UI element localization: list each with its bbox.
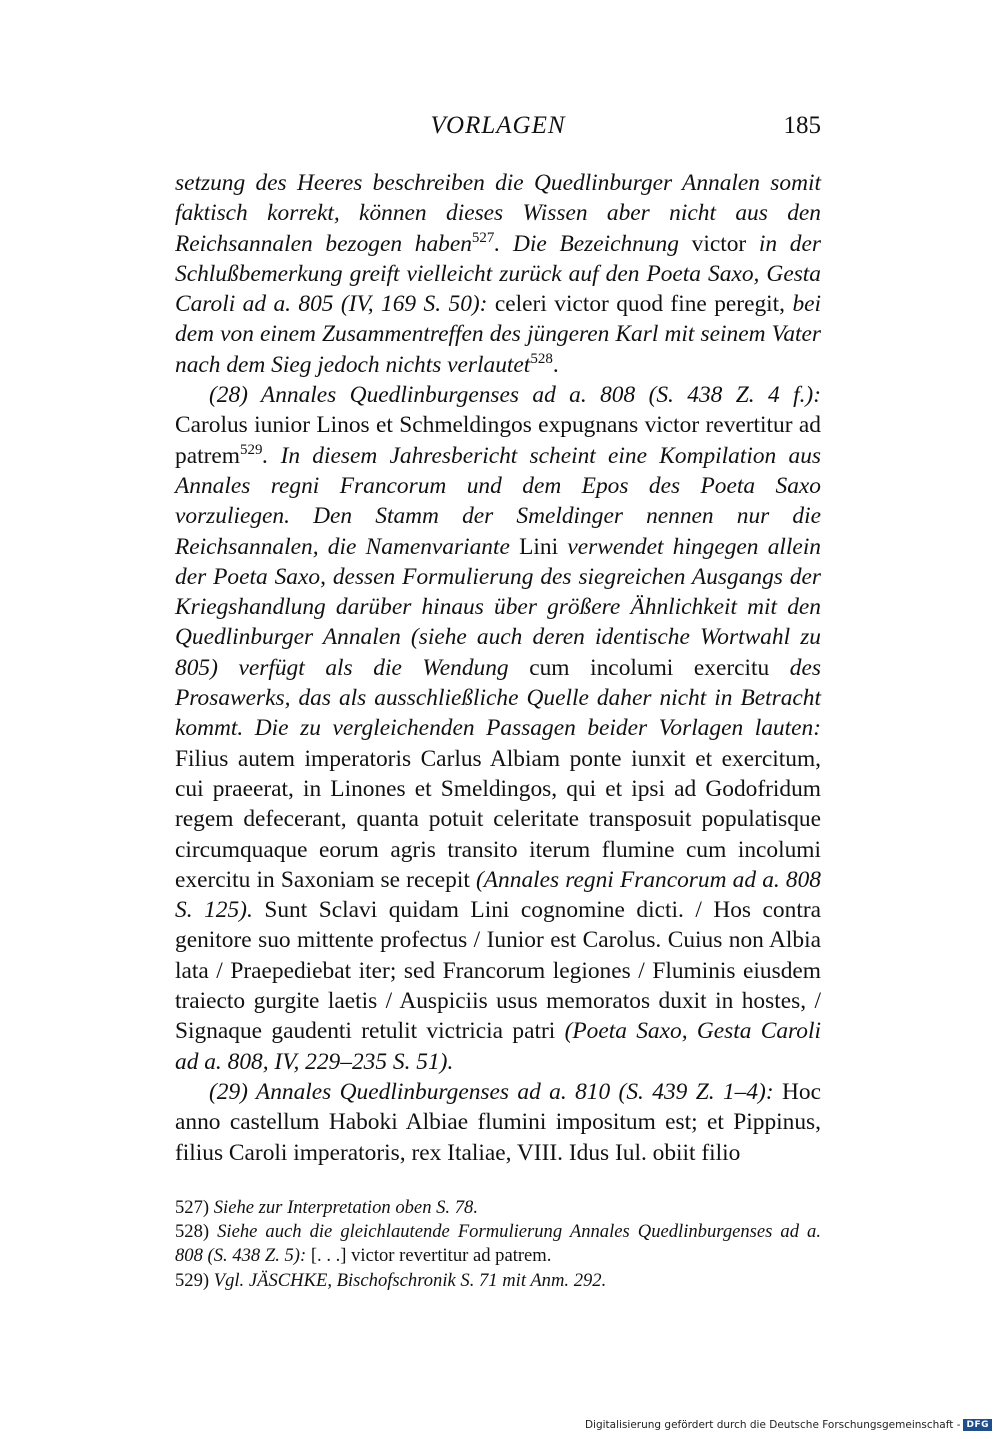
text-run: Filius autem imperatoris Carlus Albiam ponte iunxit et exercitum, cui praeerat, in Linones et Smeldingos, qui et ipsi ad Godofridum regem defecerant, quanta potuit celeritate transposuit populatisque circumquaque eorum agris transito iterum flumine cum incolumi exercitu in Saxoniam se recepit xyxy=(175,745,821,893)
footnote-ref: 529 xyxy=(239,441,263,458)
italic-text: verwendet hingegen allein der Poeta Saxo, dessen Formulierung des siegreichen Ausgangs der Kriegshandlung darüber hinaus über größere Ähnlichkeit mit den Quedlinburger Annalen (siehe auch deren identische Wortwahl zu 805) verfügt als die Wendung xyxy=(175,533,822,681)
text-run: 529) xyxy=(175,1269,214,1291)
text-run: [. . .] victor revertitur ad patrem. xyxy=(306,1245,552,1267)
text-run: Sunt Sclavi quidam Lini cognomine dicti. / Hos contra genitore suo mittente profectus / Iunior est Carolus. Cuius non Albia lata / Praepediebat iter; sed Francorum legiones / Fluminis eiusdem traiecto gurgite laetis / Auspiciis usus memoratos duxit in hostes, / Signaque gaudenti retulit victricia patri xyxy=(175,897,821,1045)
paragraph xyxy=(175,168,821,380)
italic-text: Siehe auch die gleichlautende Formulierung Annales Quedlinburgenses ad a. 808 (S. 438 Z. 5): xyxy=(175,1221,821,1267)
footnote-ref: 527 xyxy=(471,229,495,246)
footnote xyxy=(175,1196,821,1220)
italic-text: in der Schlußbemerkung greift vielleicht zurück auf den Poeta Saxo, Gesta Caroli ad a. 805 (IV, 169 S. 50): xyxy=(175,230,821,318)
italic-text: (Annales regni Francorum ad a. 808 S. 125). xyxy=(175,866,821,924)
text-run: 527) xyxy=(175,1197,214,1218)
text-run: Carolus iunior Linos et Schmeldingos expugnans victor revertitur ad patrem xyxy=(175,412,821,469)
footnote xyxy=(175,1269,821,1293)
running-title: VORLAGEN xyxy=(430,112,566,139)
body-text xyxy=(175,168,821,1168)
text-run: celeri victor quod fine peregit, xyxy=(487,291,793,318)
text-run: Lini xyxy=(519,533,559,560)
text-run: . xyxy=(552,351,559,378)
text-run: Hoc anno castellum Haboki Albiae flumini impositum est; et Pippinus, filius Caroli imperatoris, rex Italiae, VIII. Idus Iul. obiit filio xyxy=(175,1078,821,1166)
italic-text: . In diesem Jahresbericht scheint eine Kompilation aus Annales regni Francorum und dem Epos des Poeta Saxo vorzuliegen. Den Stamm der Smeldinger nennen nur die Reichsannalen, die Namenvariante xyxy=(175,442,821,560)
text-run: cum incolumi exercitu xyxy=(529,654,770,681)
digitization-credit xyxy=(585,1419,992,1431)
dfg-logo-icon: DFG xyxy=(963,1419,992,1431)
italic-text: Vgl. JÄSCHKE, Bischofschronik S. 71 mit Anm. 292. xyxy=(213,1269,607,1291)
paragraph xyxy=(175,380,821,1077)
footnote xyxy=(175,1220,821,1268)
italic-text: (29) Annales Quedlinburgenses ad a. 810 (S. 439 Z. 1–4): xyxy=(209,1078,774,1105)
italic-text: setzung des Heeres beschreiben die Quedlinburger Annalen somit faktisch korrekt, können dieses Wissen aber nicht aus den Reichsannalen bezogen haben xyxy=(175,170,821,257)
text-run: 528) xyxy=(175,1221,218,1243)
italic-text: (Poeta Saxo, Gesta Caroli ad a. 808, IV, 229–235 S. 51). xyxy=(175,1018,821,1075)
italic-text: (28) Annales Quedlinburgenses ad a. 808 (S. 438 Z. 4 f.): xyxy=(209,382,821,409)
footnote-ref: 528 xyxy=(530,350,553,367)
footnotes xyxy=(175,1196,821,1293)
paragraph xyxy=(175,1077,821,1168)
page-number: 185 xyxy=(783,112,821,139)
italic-text: Siehe zur Interpretation oben S. 78. xyxy=(213,1197,478,1218)
page-header xyxy=(175,112,821,152)
italic-text: . Die Bezeichnung xyxy=(494,230,692,257)
credit-text: Digitalisierung gefördert durch die Deutsche Forschungsgemeinschaft - xyxy=(584,1419,961,1431)
italic-text: bei dem von einem Zusammentreffen des jüngeren Karl mit seinem Vater nach dem Sieg jedoch nichts verlautet xyxy=(175,291,822,378)
italic-text: des Prosawerks, das als ausschließliche Quelle daher nicht in Betracht kommt. Die zu vergleichenden Passagen beider Vorlagen lauten: xyxy=(175,654,821,742)
text-run: victor xyxy=(691,230,747,257)
